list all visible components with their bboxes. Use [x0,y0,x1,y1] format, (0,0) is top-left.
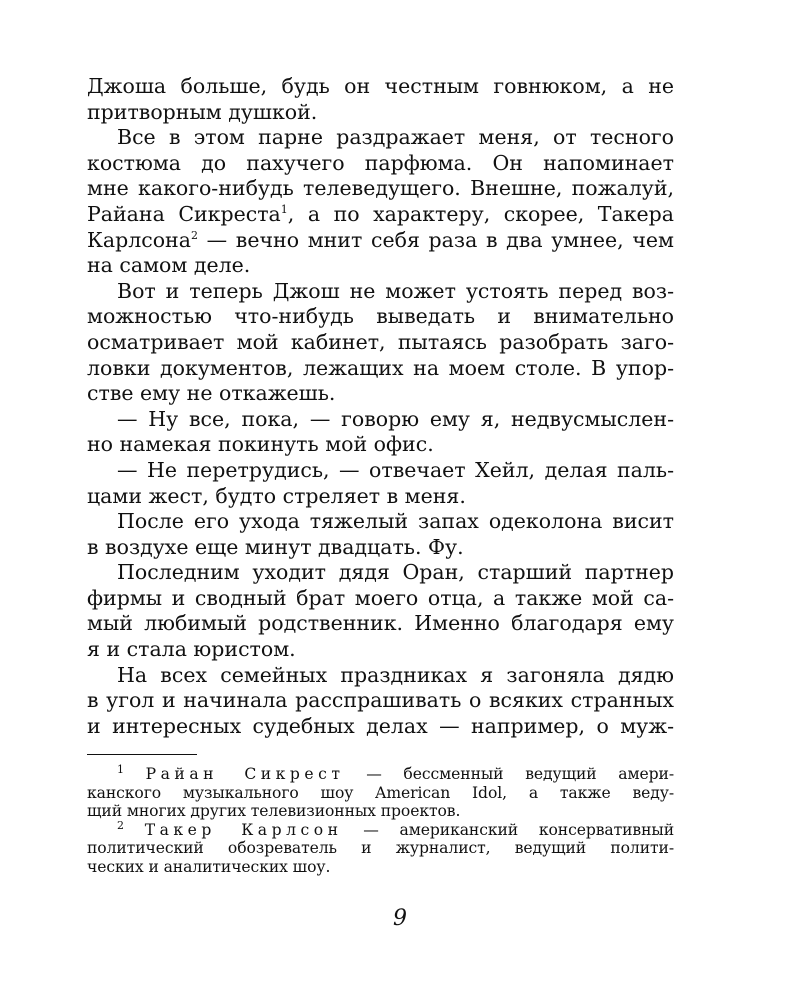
text-line [87,202,674,228]
text-line: — Не перетрудись, — отвечает Хейл, делая паль- [117,457,674,482]
footnote-2-line: ческих и аналитических шоу. [87,857,331,876]
text-line: — Ну все, пока, — говорю ему я, недвусмыслен- [117,406,674,431]
footnote-1-text: — бессменный ведущий амери- [344,765,674,783]
text-line: Все в этом парне раздражает меня, от тесного [117,125,674,150]
footnote-2-text: — американский консервативный [342,820,674,839]
footnote-1-line: щий многих других телевизионных проектов. [87,802,461,821]
text-line: Джоша больше, будь он честным говнюком, а не [87,74,674,98]
footnote-ref-1: 1 [280,203,288,217]
footnote-2-line: политический обозреватель и журналист, ведущий полити- [87,839,674,858]
footnote-1-line [87,762,674,784]
footnote-number-2: 2 [117,818,124,832]
text-line [87,228,674,254]
page-number: 9 [393,906,407,931]
footnote-number-1: 1 [117,762,124,776]
text-fragment: , а по характеру, скорее, Такера [287,201,674,226]
text-line: цами жест, будто стреляет в меня. [87,483,466,508]
footnote-2-name: Такер Карлсон [144,820,343,839]
footnote-divider [87,754,197,755]
text-line: я и стала юристом. [87,637,296,662]
name-karlson: Карлсона [87,227,191,252]
text-line: мне какого-нибудь телеведущего. Внешне, пожалуй, [87,176,674,201]
text-line: в воздухе еще минут двадцать. Фу. [87,534,464,559]
text-line: в угол и начинала расспрашивать о всяких странных [87,688,674,713]
text-line: На всех семейных праздниках я загоняла дядю [117,662,674,687]
text-line: и интересных судебных делах — например, о муж- [87,713,674,738]
text-line: Последним уходит дядя Оран, старший партнер [117,560,674,585]
footnote-1-name: Райан Сикрест [145,765,345,783]
text-line: стве ему не откажешь. [87,381,336,406]
footnote-ref-2: 2 [190,228,198,242]
body-text [87,74,674,739]
text-line: но намекая покинуть мой офис. [87,432,434,457]
name-sikrest: Райана Сикреста [87,201,281,226]
text-line: После его ухода тяжелый запах одеколона висит [117,509,674,534]
text-fragment: — вечно мнит себя раза в два умнее, чем [197,227,674,252]
text-line: можностью что-нибудь выведать и внимательно [87,304,674,329]
text-line: на самом деле. [87,253,251,278]
text-line: мый любимый родственник. Именно благодаря ему [87,611,674,636]
text-line: осматривает мой кабинет, пытаясь разобрать заго- [87,329,674,354]
footnote-1-line: канского музыкального шоу American Idol, а также веду- [87,783,674,802]
text-line: Вот и теперь Джош не может устоять перед воз- [117,278,674,303]
footnotes [87,762,674,877]
text-line: ловки документов, лежащих на моем столе. В упор- [87,355,674,380]
text-line: фирмы и сводный брат моего отца, а также мой са- [87,585,674,610]
footnote-2-line [87,818,674,840]
text-line: притворным душкой. [87,99,318,124]
text-line: костюма до пахучего парфюма. Он напоминает [87,150,674,175]
